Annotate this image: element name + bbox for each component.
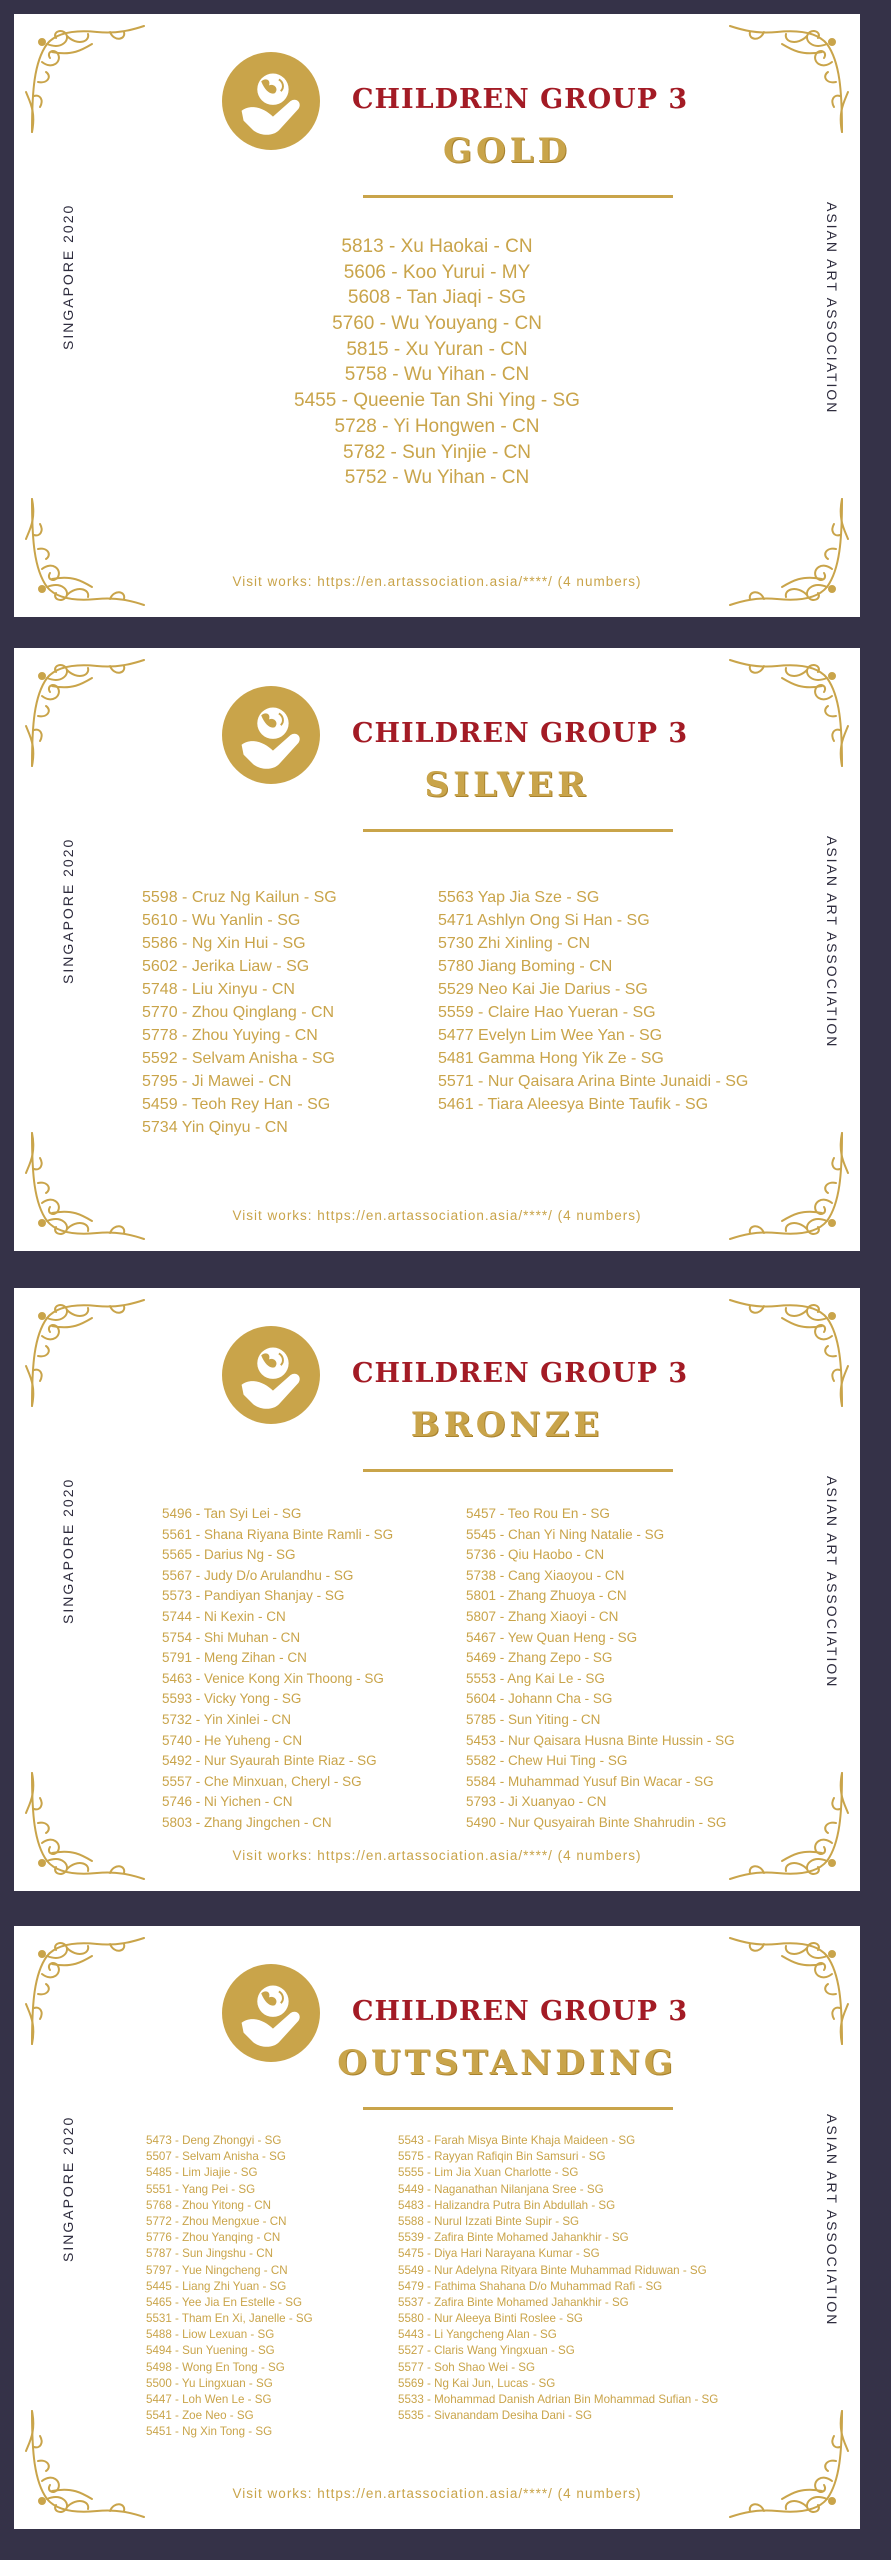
winner-entry: 5467 - Yew Quan Heng - SG xyxy=(466,1629,638,1645)
winner-entry: 5582 - Chew Hui Ting - SG xyxy=(466,1753,628,1769)
winner-entry: 5561 - Shana Riyana Binte Ramli - SG xyxy=(162,1526,394,1542)
winner-entry: 5728 - Yi Hongwen - CN xyxy=(334,415,540,437)
ornament-corner-icon xyxy=(722,1123,852,1243)
winner-entry: 5730 Zhi Xinling - CN xyxy=(438,935,591,952)
visit-works-footer: Visit works: https://en.artassociation.asia/****/ (4 numbers) xyxy=(232,2486,642,2501)
visit-works-footer: Visit works: https://en.artassociation.asia/****/ (4 numbers) xyxy=(232,1848,642,1863)
gold-winners-list xyxy=(14,234,860,491)
winner-entry: 5500 - Yu Lingxuan - SG xyxy=(146,2376,273,2390)
winner-entry: 5494 - Sun Yuening - SG xyxy=(146,2344,275,2358)
winner-entry: 5443 - Li Yangcheng Alan - SG xyxy=(398,2328,557,2342)
winner-entry: 5586 - Ng Xin Hui - SG xyxy=(142,935,306,952)
side-label-right: ASIAN ART ASSOCIATION xyxy=(824,1476,840,1689)
side-label-right: ASIAN ART ASSOCIATION xyxy=(824,836,840,1049)
side-label-left: SINGAPORE 2020 xyxy=(60,203,76,350)
winner-entry: 5551 - Yang Pei - SG xyxy=(146,2182,256,2196)
medal-title: SILVER xyxy=(424,765,590,805)
winner-entry: 5580 - Nur Aleeya Binti Roslee - SG xyxy=(398,2312,583,2326)
winner-entry: 5481 Gamma Hong Yik Ze - SG xyxy=(438,1050,664,1067)
winner-entry: 5778 - Zhou Yuying - CN xyxy=(142,1027,318,1044)
winner-entry: 5780 Jiang Boming - CN xyxy=(438,958,613,975)
group-title: CHILDREN GROUP 3 xyxy=(352,1358,689,1389)
winner-entry: 5488 - Liow Lexuan - SG xyxy=(146,2328,275,2342)
divider xyxy=(363,2107,673,2110)
winner-entry: 5465 - Yee Jia En Estelle - SG xyxy=(146,2295,302,2309)
winner-entry: 5541 - Zoe Neo - SG xyxy=(146,2409,254,2423)
ornament-corner-icon xyxy=(722,2401,852,2521)
winner-entry: 5604 - Johann Cha - SG xyxy=(466,1691,613,1707)
ornament-corner-icon xyxy=(22,1123,152,1243)
medal-title: GOLD xyxy=(442,131,572,171)
winner-entry: 5533 - Mohammad Danish Adrian Bin Mohammad Sufian - SG xyxy=(398,2393,719,2406)
winner-entry: 5549 - Nur Adelyna Rityara Binte Muhammad Riduwan - SG xyxy=(398,2263,707,2277)
group-title: CHILDREN GROUP 3 xyxy=(352,1996,689,2027)
outstanding-winners-list-left xyxy=(146,2133,313,2441)
winner-entry: 5740 - He Yuheng - CN xyxy=(162,1732,303,1748)
ornament-corner-icon xyxy=(722,22,852,142)
winner-entry: 5473 - Deng Zhongyi - SG xyxy=(146,2134,282,2147)
winner-entry: 5602 - Jerika Liaw - SG xyxy=(142,958,310,975)
winner-entry: 5577 - Soh Shao Wei - SG xyxy=(398,2360,536,2374)
winner-entry: 5795 - Ji Mawei - CN xyxy=(142,1073,292,1090)
ornament-corner-icon xyxy=(722,656,852,776)
divider xyxy=(363,1469,673,1472)
bronze-winners-list-right xyxy=(466,1504,735,1834)
bronze-award-card xyxy=(14,1288,860,1891)
ornament-corner-icon xyxy=(22,656,152,776)
winner-entry: 5754 - Shi Muhan - CN xyxy=(162,1629,301,1645)
winner-entry: 5758 - Wu Yihan - CN xyxy=(344,364,530,386)
winner-entry: 5553 - Ang Kai Le - SG xyxy=(466,1670,605,1686)
winner-entry: 5471 Ashlyn Ong Si Han - SG xyxy=(438,912,650,929)
winner-entry: 5801 - Zhang Zhuoya - CN xyxy=(466,1588,627,1604)
winner-entry: 5567 - Judy D/o Arulandhu - SG xyxy=(162,1567,354,1583)
side-label-left: SINGAPORE 2020 xyxy=(60,1477,76,1624)
winner-entry: 5734 Yin Qinyu - CN xyxy=(142,1119,288,1136)
winner-entry: 5485 - Lim Jiajie - SG xyxy=(146,2166,258,2180)
medal-title: OUTSTANDING xyxy=(337,2043,677,2083)
ornament-corner-icon xyxy=(722,1934,852,2054)
group-title: CHILDREN GROUP 3 xyxy=(352,718,689,749)
winner-entry: 5563 Yap Jia Sze - SG xyxy=(438,889,600,906)
winner-entry: 5543 - Farah Misya Binte Khaja Maideen - SG xyxy=(398,2134,636,2147)
visit-works-footer: Visit works: https://en.artassociation.asia/****/ (4 numbers) xyxy=(232,574,642,589)
winner-entry: 5559 - Claire Hao Yueran - SG xyxy=(438,1004,656,1021)
winner-entry: 5449 - Naganathan Nilanjana Sree - SG xyxy=(398,2182,604,2196)
winner-entry: 5451 - Ng Xin Tong - SG xyxy=(146,2425,273,2439)
winner-entry: 5752 - Wu Yihan - CN xyxy=(344,467,530,489)
winner-entry: 5760 - Wu Youyang - CN xyxy=(332,313,542,335)
winner-entry: 5539 - Zafira Binte Mohamed Jahankhir - SG xyxy=(398,2231,629,2245)
silver-award-card xyxy=(14,648,860,1251)
silver-winners-list-left xyxy=(142,886,337,1139)
winner-entry: 5785 - Sun Yiting - CN xyxy=(466,1711,601,1727)
winner-entry: 5565 - Darius Ng - SG xyxy=(162,1547,296,1563)
side-label-right: ASIAN ART ASSOCIATION xyxy=(824,202,840,415)
winner-entry: 5776 - Zhou Yanqing - CN xyxy=(146,2231,281,2245)
winner-entry: 5457 - Teo Rou En - SG xyxy=(466,1506,610,1521)
winner-entry: 5588 - Nurul Izzati Binte Supir - SG xyxy=(398,2214,580,2228)
winner-entry: 5598 - Cruz Ng Kailun - SG xyxy=(142,889,337,906)
winner-entry: 5803 - Zhang Jingchen - CN xyxy=(162,1814,332,1830)
winner-entry: 5732 - Yin Xinlei - CN xyxy=(162,1711,292,1727)
silver-winners-list-right xyxy=(438,886,748,1116)
outstanding-winners-list-right xyxy=(398,2133,718,2424)
winner-entry: 5610 - Wu Yanlin - SG xyxy=(142,912,301,929)
ornament-corner-icon xyxy=(722,489,852,609)
winner-entry: 5455 - Queenie Tan Shi Ying - SG xyxy=(294,390,580,412)
winner-entry: 5496 - Tan Syi Lei - SG xyxy=(162,1506,302,1521)
winner-entry: 5770 - Zhou Qinglang - CN xyxy=(142,1004,335,1021)
ornament-corner-icon xyxy=(722,1763,852,1883)
winner-entry: 5793 - Ji Xuanyao - CN xyxy=(466,1794,607,1810)
winner-entry: 5479 - Fathima Shahana D/o Muhammad Rafi - SG xyxy=(398,2279,663,2293)
winner-entry: 5498 - Wong En Tong - SG xyxy=(146,2360,285,2374)
winner-entry: 5768 - Zhou Yitong - CN xyxy=(146,2198,272,2212)
winner-entry: 5813 - Xu Haokai - CN xyxy=(341,236,533,257)
medal-title: BRONZE xyxy=(410,1405,604,1445)
winner-entry: 5447 - Loh Wen Le - SG xyxy=(146,2393,272,2406)
winner-entry: 5748 - Liu Xinyu - CN xyxy=(142,981,295,998)
winner-entry: 5772 - Zhou Mengxue - CN xyxy=(146,2214,287,2228)
ornament-corner-icon xyxy=(22,1934,152,2054)
winner-entry: 5557 - Che Minxuan, Cheryl - SG xyxy=(162,1773,362,1789)
winner-entry: 5475 - Diya Hari Narayana Kumar - SG xyxy=(398,2247,600,2261)
divider xyxy=(363,829,673,832)
winner-entry: 5529 Neo Kai Jie Darius - SG xyxy=(438,981,648,998)
winner-entry: 5606 - Koo Yurui - MY xyxy=(343,261,531,283)
group-title: CHILDREN GROUP 3 xyxy=(352,84,689,115)
winner-entry: 5746 - Ni Yichen - CN xyxy=(162,1794,293,1810)
ornament-corner-icon xyxy=(722,1296,852,1416)
side-label-left: SINGAPORE 2020 xyxy=(60,837,76,984)
winner-entry: 5791 - Meng Zihan - CN xyxy=(162,1650,307,1666)
winner-entry: 5736 - Qiu Haobo - CN xyxy=(466,1547,605,1563)
winner-entry: 5744 - Ni Kexin - CN xyxy=(162,1608,286,1624)
gold-award-card xyxy=(14,14,860,617)
winner-entry: 5573 - Pandiyan Shanjay - SG xyxy=(162,1588,345,1604)
winner-entry: 5477 Evelyn Lim Wee Yan - SG xyxy=(438,1027,663,1044)
winner-entry: 5459 - Teoh Rey Han - SG xyxy=(142,1096,331,1113)
winner-entry: 5531 - Tham En Xi, Janelle - SG xyxy=(146,2312,313,2326)
ornament-corner-icon xyxy=(22,2401,152,2521)
winner-entry: 5569 - Ng Kai Jun, Lucas - SG xyxy=(398,2376,556,2390)
divider xyxy=(363,195,673,198)
winner-entry: 5555 - Lim Jia Xuan Charlotte - SG xyxy=(398,2166,579,2180)
winner-entry: 5445 - Liang Zhi Yuan - SG xyxy=(146,2279,287,2293)
winner-entry: 5507 - Selvam Anisha - SG xyxy=(146,2150,286,2164)
winner-entry: 5537 - Zafira Binte Mohamed Jahankhir - SG xyxy=(398,2295,629,2309)
winner-entry: 5608 - Tan Jiaqi - SG xyxy=(347,287,527,309)
winner-entry: 5807 - Zhang Xiaoyi - CN xyxy=(466,1608,619,1624)
side-label-left: SINGAPORE 2020 xyxy=(60,2115,76,2262)
winner-entry: 5571 - Nur Qaisara Arina Binte Junaidi - SG xyxy=(438,1073,749,1090)
winner-entry: 5527 - Claris Wang Yingxuan - SG xyxy=(398,2344,575,2358)
winner-entry: 5797 - Yue Ningcheng - CN xyxy=(146,2263,288,2277)
winner-entry: 5453 - Nur Qaisara Husna Binte Hussin - SG xyxy=(466,1732,735,1748)
bronze-winners-list-left xyxy=(162,1504,393,1834)
winner-entry: 5592 - Selvam Anisha - SG xyxy=(142,1050,335,1067)
winner-entry: 5545 - Chan Yi Ning Natalie - SG xyxy=(466,1526,665,1542)
winner-entry: 5535 - Sivanandam Desiha Dani - SG xyxy=(398,2409,592,2423)
winner-entry: 5584 - Muhammad Yusuf Bin Wacar - SG xyxy=(466,1773,714,1789)
winner-entry: 5815 - Xu Yuran - CN xyxy=(346,338,528,360)
winner-entry: 5593 - Vicky Yong - SG xyxy=(162,1691,302,1707)
ornament-corner-icon xyxy=(22,1763,152,1883)
winner-entry: 5463 - Venice Kong Xin Thoong - SG xyxy=(162,1670,384,1686)
winner-entry: 5787 - Sun Jingshu - CN xyxy=(146,2247,273,2261)
side-label-right: ASIAN ART ASSOCIATION xyxy=(824,2114,840,2327)
outstanding-award-card xyxy=(14,1926,860,2529)
winner-entry: 5490 - Nur Qusyairah Binte Shahrudin - SG xyxy=(466,1814,727,1830)
winner-entry: 5492 - Nur Syaurah Binte Riaz - SG xyxy=(162,1753,377,1769)
ornament-corner-icon xyxy=(22,1296,152,1416)
winner-entry: 5575 - Rayyan Rafiqin Bin Samsuri - SG xyxy=(398,2150,606,2164)
ornament-corner-icon xyxy=(22,489,152,609)
winner-entry: 5738 - Cang Xiaoyou - CN xyxy=(466,1567,625,1583)
ornament-corner-icon xyxy=(22,22,152,142)
winner-entry: 5461 - Tiara Aleesya Binte Taufik - SG xyxy=(438,1096,709,1113)
winner-entry: 5483 - Halizandra Putra Bin Abdullah - SG xyxy=(398,2198,616,2212)
winner-entry: 5782 - Sun Yinjie - CN xyxy=(343,441,531,463)
winner-entry: 5469 - Zhang Zepo - SG xyxy=(466,1650,613,1666)
visit-works-footer: Visit works: https://en.artassociation.asia/****/ (4 numbers) xyxy=(232,1208,642,1223)
